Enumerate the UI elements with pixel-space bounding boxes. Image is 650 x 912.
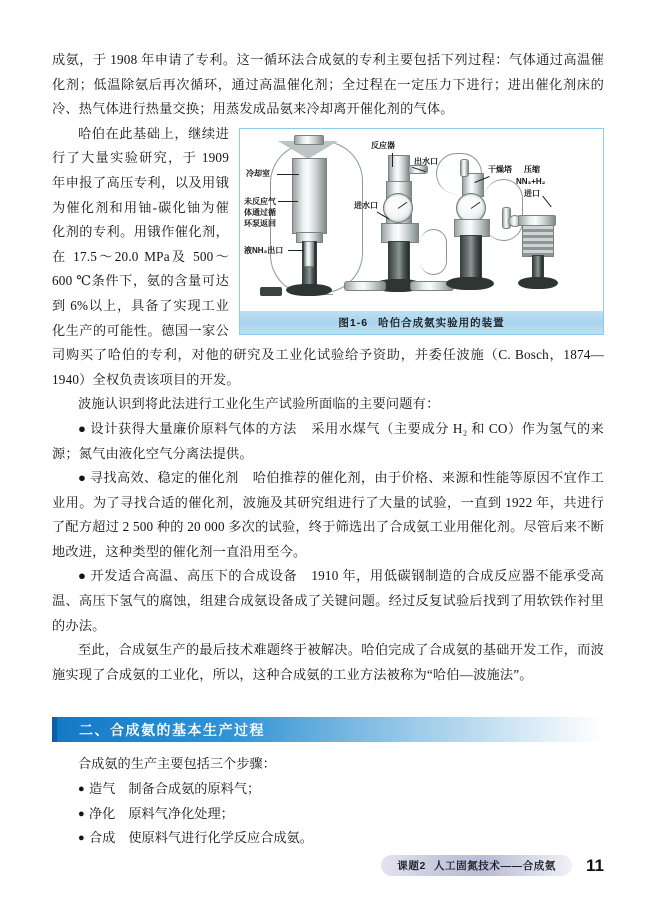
bullet-equipment-head: ● 开发适合高温、高压下的合成设备 [78, 568, 298, 584]
label-unreacted-gas-line1: 未反应气 [244, 196, 276, 206]
label-unreacted-gas-line3: 环泵返回 [244, 218, 276, 228]
bullet-catalyst-head: ● 寻找高效、稳定的催化剂 [78, 470, 239, 486]
figure-caption [240, 311, 603, 335]
dryer-valve [460, 159, 469, 177]
cooling-chamber-cap [294, 135, 324, 145]
bullet-catalyst-body: 哈伯推荐的催化剂，由于价格、来源和性能等原因不宜作工业用。为了寻找合适的催化剂，波施及其研究组进行了大量的试验，一直到 1922 年，共进行了配方超过 2 500 种的 20 000 多次的试验，终于筛选出了合成氨工业用催化剂。尽管后来不断地改进，这种类型的催化剂一直沿用至今。 [52, 470, 604, 559]
paragraph-bosch-problems: 波施认识到将此法进行工业化生产试验所面临的主要问题有： [78, 396, 440, 412]
clamp-bar-left [344, 281, 386, 291]
label-water-inlet: 进水口 [354, 200, 378, 210]
stand-base-right [446, 277, 494, 290]
label-drying-tower: 干燥塔 [488, 164, 512, 174]
stand-base-left [286, 284, 332, 296]
footer-topic-number: 课题2 [397, 860, 426, 872]
step-desc: 制备合成氨的原料气； [128, 781, 261, 797]
step-name: 合成 [89, 830, 116, 846]
paragraph-haber-research: 哈伯在此基础上，继续进行了大量实验研究，于 1909 年申报了高压专利，以及用锇为催化剂和用铀-碳化铀为催化剂的专利。用锇作催化剂，在 17.5～20.0 MPa及 500～600 ℃条件下，氨的含量可达到 6%以上，具备了实现工业化生产的可能性。德国一家公司购买了哈伯的专利，对他的研究及工业化试验给予资助，并委任波施（C. Bosch，1874—1940）全权负责该项目的开发。 [52, 125, 604, 387]
step-desc: 使原料气进行化学反应合成氨。 [128, 830, 313, 846]
stand-base-compressor [518, 277, 558, 289]
paragraph-conclusion: 至此，合成氨生产的最后技术难题终于被解决。哈伯完成了合成氨的基础开发工作，而波施实现了合成氨的工业化，所以，这种合成氨的工业方法被称为“哈伯—波施法”。 [52, 642, 604, 682]
label-liquid-nh3-outlet: 液NH₃出口 [244, 245, 284, 255]
leader-cooling-chamber [277, 174, 299, 175]
production-steps-list [52, 777, 604, 851]
page-content [52, 48, 604, 851]
leader-compressed-inlet [542, 195, 551, 207]
figure-block [239, 128, 604, 336]
footer-running-head [381, 855, 572, 876]
hose-middle [420, 229, 447, 275]
cooling-chamber-body [292, 158, 327, 234]
label-unreacted-gas-line2: 体通过循 [244, 207, 276, 217]
footer-topic-title: 人工固氮技术——合成氨 [433, 860, 557, 872]
list-item [52, 826, 604, 851]
section-heading-title: 二、合成氨的基本生产过程 [79, 721, 265, 738]
list-item [52, 802, 604, 827]
bullet-icon: ● [78, 807, 85, 820]
list-item [52, 777, 604, 802]
bullet-equipment [52, 564, 604, 638]
apparatus-photo [240, 129, 603, 311]
bullet-catalyst [52, 466, 604, 564]
section-heading-tick [52, 717, 57, 742]
step-name: 造气 [89, 781, 116, 797]
section-heading-bar [52, 717, 604, 742]
bullet-cheap-feedstock-body: 采用水煤气（主要成分 H₂ 和 CO）作为氢气的来源；氮气由液化空气分离法提供。 [52, 420, 604, 461]
label-cooling-chamber: 冷却室 [246, 168, 270, 178]
label-compressed-line1: 压缩 [524, 164, 540, 174]
leader-reactor [392, 153, 393, 167]
paragraph-continuation: 成氨，于 1908 年申请了专利。这一循环法合成氨的专利主要包括下列过程：气体通过高温催化剂；低温除氨后再次循环，通过高温催化剂；全过程在一定压力下进行；进出催化剂床的冷、热气体进行热量交换；用蒸发成品氨来冷却离开催化剂的气体。 [52, 52, 604, 117]
reactor-flange [381, 223, 419, 243]
bullet-equipment-body: 1910 年，用低碳钢制造的合成反应器不能承受高温、高压下氢气的腐蚀，组建合成氨设备成了关键问题。经过反复试验后找到了用软铁作衬里的办法。 [52, 568, 604, 633]
label-compressed-line2: NN₃+H₂ [516, 176, 546, 186]
bullet-icon: ● [78, 783, 85, 796]
label-compressed-line3: 进口 [524, 188, 540, 198]
step-desc: 原料气净化处理； [128, 805, 234, 821]
page-number: 11 [586, 855, 604, 875]
clamp-foot-left [260, 287, 282, 296]
bullet-icon: ● [78, 832, 85, 845]
bullet-cheap-feedstock-head: ● 设计获得大量廉价原料气体的方法 [78, 420, 297, 436]
leader-liquid-nh3 [288, 250, 304, 251]
leader-unreacted-gas [278, 201, 298, 202]
label-reactor: 反应器 [371, 140, 395, 150]
label-water-outlet: 出水口 [414, 156, 438, 166]
section-intro: 合成氨的生产主要包括三个步骤： [78, 756, 276, 772]
compressor-fins [522, 225, 554, 257]
liquid-nh3-port [304, 241, 314, 267]
dryer-stand-stem [460, 235, 482, 283]
bullet-cheap-feedstock [52, 417, 604, 466]
figure-caption-number: 图1-6 [338, 317, 369, 330]
page-footer [381, 855, 604, 876]
figure-frame [239, 128, 604, 336]
step-name: 净化 [89, 805, 116, 821]
figure-caption-text: 哈伯合成氨实验用的装置 [378, 317, 505, 330]
